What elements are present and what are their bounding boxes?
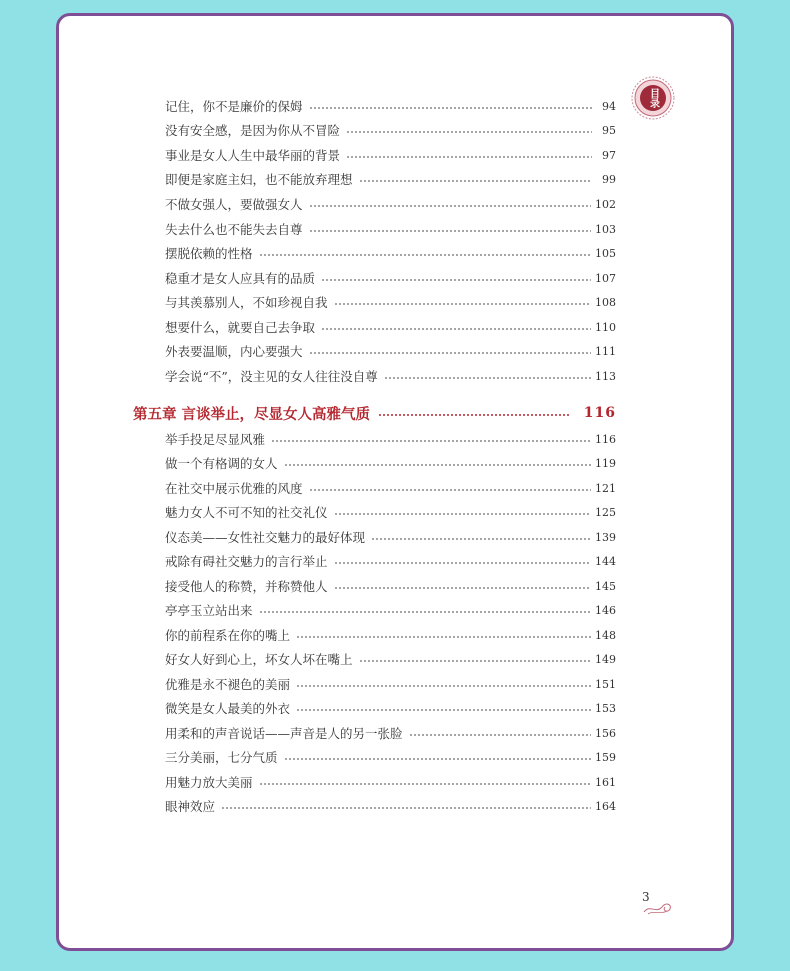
dot-leader	[334, 513, 591, 515]
toc-entry-page: 121	[595, 481, 616, 495]
toc-entry-title: 三分美丽，七分气质	[165, 750, 278, 765]
toc-entry[interactable]	[165, 219, 616, 239]
toc-entry-title: 即便是家庭主妇，也不能放弃理想	[165, 172, 353, 187]
toc-entry-title: 你的前程系在你的嘴上	[165, 628, 291, 643]
toc-entry[interactable]	[165, 478, 616, 498]
toc-entry-title: 魅力女人不可不知的社交礼仪	[165, 505, 328, 520]
toc-entry-page: 102	[595, 197, 616, 211]
toc-entry-page: 153	[595, 701, 616, 715]
toc-entry-page: 116	[595, 432, 616, 446]
toc-entry[interactable]	[165, 453, 616, 473]
toc-entry-page: 95	[602, 123, 616, 137]
toc-entry-page: 139	[595, 530, 616, 544]
dot-leader	[321, 328, 591, 330]
flourish-icon	[640, 890, 676, 916]
page-footer	[640, 890, 676, 916]
dot-leader	[284, 758, 591, 760]
toc-entry-page: 159	[595, 750, 616, 764]
dot-leader	[334, 303, 591, 305]
dot-leader	[309, 205, 591, 207]
toc-entry[interactable]	[165, 502, 616, 522]
toc-entry[interactable]	[165, 243, 616, 263]
toc-entry[interactable]	[165, 366, 616, 386]
toc-entry-page: 103	[595, 222, 616, 236]
dot-leader	[271, 440, 591, 442]
toc-entry-page: 108	[595, 295, 616, 309]
toc-entry-title: 微笑是女人最美的外衣	[165, 701, 291, 716]
toc-entry-page: 110	[595, 320, 616, 334]
dot-leader	[409, 734, 591, 736]
dot-leader	[334, 587, 591, 589]
toc-entry-title: 眼神效应	[165, 799, 216, 814]
toc-entry-page: 111	[595, 344, 616, 358]
toc-entry-page: 113	[595, 369, 616, 383]
toc-entry-page: 148	[595, 628, 616, 642]
toc-entry-page: 156	[595, 726, 616, 740]
toc-entry-title: 接受他人的称赞，并称赞他人	[165, 579, 328, 594]
toc-entry[interactable]	[165, 429, 616, 449]
chapter-page: 116	[583, 405, 616, 421]
toc-entry[interactable]	[165, 723, 616, 743]
toc-entry-page: 99	[602, 172, 616, 186]
toc-entry-title: 摆脱依赖的性格	[165, 246, 253, 261]
toc-entry-title: 戒除有碍社交魅力的言行举止	[165, 554, 328, 569]
toc-entry-page: 164	[595, 799, 616, 813]
toc-entry-page: 119	[595, 456, 616, 470]
dot-leader	[309, 230, 591, 232]
toc-entry-title: 不做女强人，要做强女人	[165, 197, 303, 212]
dot-leader	[296, 636, 591, 638]
dot-leader	[346, 156, 592, 158]
toc-entry[interactable]	[165, 747, 616, 767]
toc-entry[interactable]	[165, 341, 616, 361]
toc-entry[interactable]	[165, 649, 616, 669]
dot-leader	[359, 180, 592, 182]
toc-entry[interactable]	[165, 268, 616, 288]
dot-leader	[371, 538, 591, 540]
dot-leader	[321, 279, 591, 281]
toc-entry-title: 记住，你不是廉价的保姆	[165, 99, 303, 114]
seal-label: 目录	[647, 88, 659, 108]
toc-entry-title: 与其羡慕别人，不如珍视自我	[165, 295, 328, 310]
chapter-dot-leader	[378, 414, 570, 416]
toc-entry-title: 没有安全感，是因为你从不冒险	[165, 123, 341, 138]
dot-leader	[259, 611, 591, 613]
dot-leader	[284, 464, 591, 466]
toc-entry-title: 举手投足尽显风雅	[165, 432, 266, 447]
toc-entry[interactable]	[165, 674, 616, 694]
toc-entry[interactable]	[165, 292, 616, 312]
toc-entry-page: 97	[602, 148, 616, 162]
dot-leader	[259, 783, 591, 785]
dot-leader	[309, 489, 591, 491]
toc-entry[interactable]	[165, 698, 616, 718]
dot-leader	[309, 107, 592, 109]
toc-entry-title: 仪态美——女性社交魅力的最好体现	[165, 530, 366, 545]
toc-entry[interactable]	[165, 772, 616, 792]
dot-leader	[346, 131, 592, 133]
toc-entry-title: 稳重才是女人应具有的品质	[165, 271, 316, 286]
toc-entry-page: 107	[595, 271, 616, 285]
dot-leader	[359, 660, 591, 662]
dot-leader	[334, 562, 591, 564]
toc-entry-page: 94	[602, 99, 616, 113]
toc-entry-page: 149	[595, 652, 616, 666]
toc-entry[interactable]	[165, 600, 616, 620]
toc-entry-title: 优雅是永不褪色的美丽	[165, 677, 291, 692]
toc-entry-title: 在社交中展示优雅的风度	[165, 481, 303, 496]
toc-entry[interactable]	[165, 317, 616, 337]
toc-entry-title: 亭亭玉立站出来	[165, 603, 253, 618]
dot-leader	[296, 709, 591, 711]
chapter-heading[interactable]	[133, 402, 616, 424]
toc-entry-title: 事业是女人人生中最华丽的背景	[165, 148, 341, 163]
toc-entry[interactable]	[165, 120, 616, 140]
toc-entry-page: 144	[595, 554, 616, 568]
page-number: 3	[642, 890, 650, 904]
toc-entry-page: 125	[595, 505, 616, 519]
toc-entry-page: 146	[595, 603, 616, 617]
toc-entry-title: 好女人好到心上，坏女人坏在嘴上	[165, 652, 353, 667]
toc-entry-page: 145	[595, 579, 616, 593]
dot-leader	[296, 685, 591, 687]
toc-entry[interactable]	[165, 576, 616, 596]
toc-entry-title: 想要什么，就要自己去争取	[165, 320, 316, 335]
toc-entry[interactable]	[165, 625, 616, 645]
toc-entry-page: 161	[595, 775, 616, 789]
toc-entry[interactable]	[165, 527, 616, 547]
toc-entry[interactable]	[165, 169, 616, 189]
toc-entry-title: 外表要温顺，内心要强大	[165, 344, 303, 359]
toc-entry-page: 105	[595, 246, 616, 260]
toc-entry[interactable]	[165, 145, 616, 165]
toc-entry-title: 学会说“不”，没主见的女人往往没自尊	[165, 369, 378, 384]
dot-leader	[309, 352, 591, 354]
toc-entry-title: 做一个有格调的女人	[165, 456, 278, 471]
chapter-title: 第五章 言谈举止，尽显女人高雅气质	[133, 405, 371, 423]
toc-entry-title: 用魅力放大美丽	[165, 775, 253, 790]
toc-entry-page: 151	[595, 677, 616, 691]
toc-entry-title: 用柔和的声音说话——声音是人的另一张脸	[165, 726, 403, 741]
toc-entry[interactable]	[165, 551, 616, 571]
dot-leader	[221, 807, 591, 809]
dot-leader	[384, 377, 591, 379]
toc-entry[interactable]	[165, 796, 616, 816]
dot-leader	[259, 254, 591, 256]
toc-entry[interactable]	[165, 194, 616, 214]
toc-entry[interactable]	[165, 96, 616, 116]
toc-entry-title: 失去什么也不能失去自尊	[165, 222, 303, 237]
